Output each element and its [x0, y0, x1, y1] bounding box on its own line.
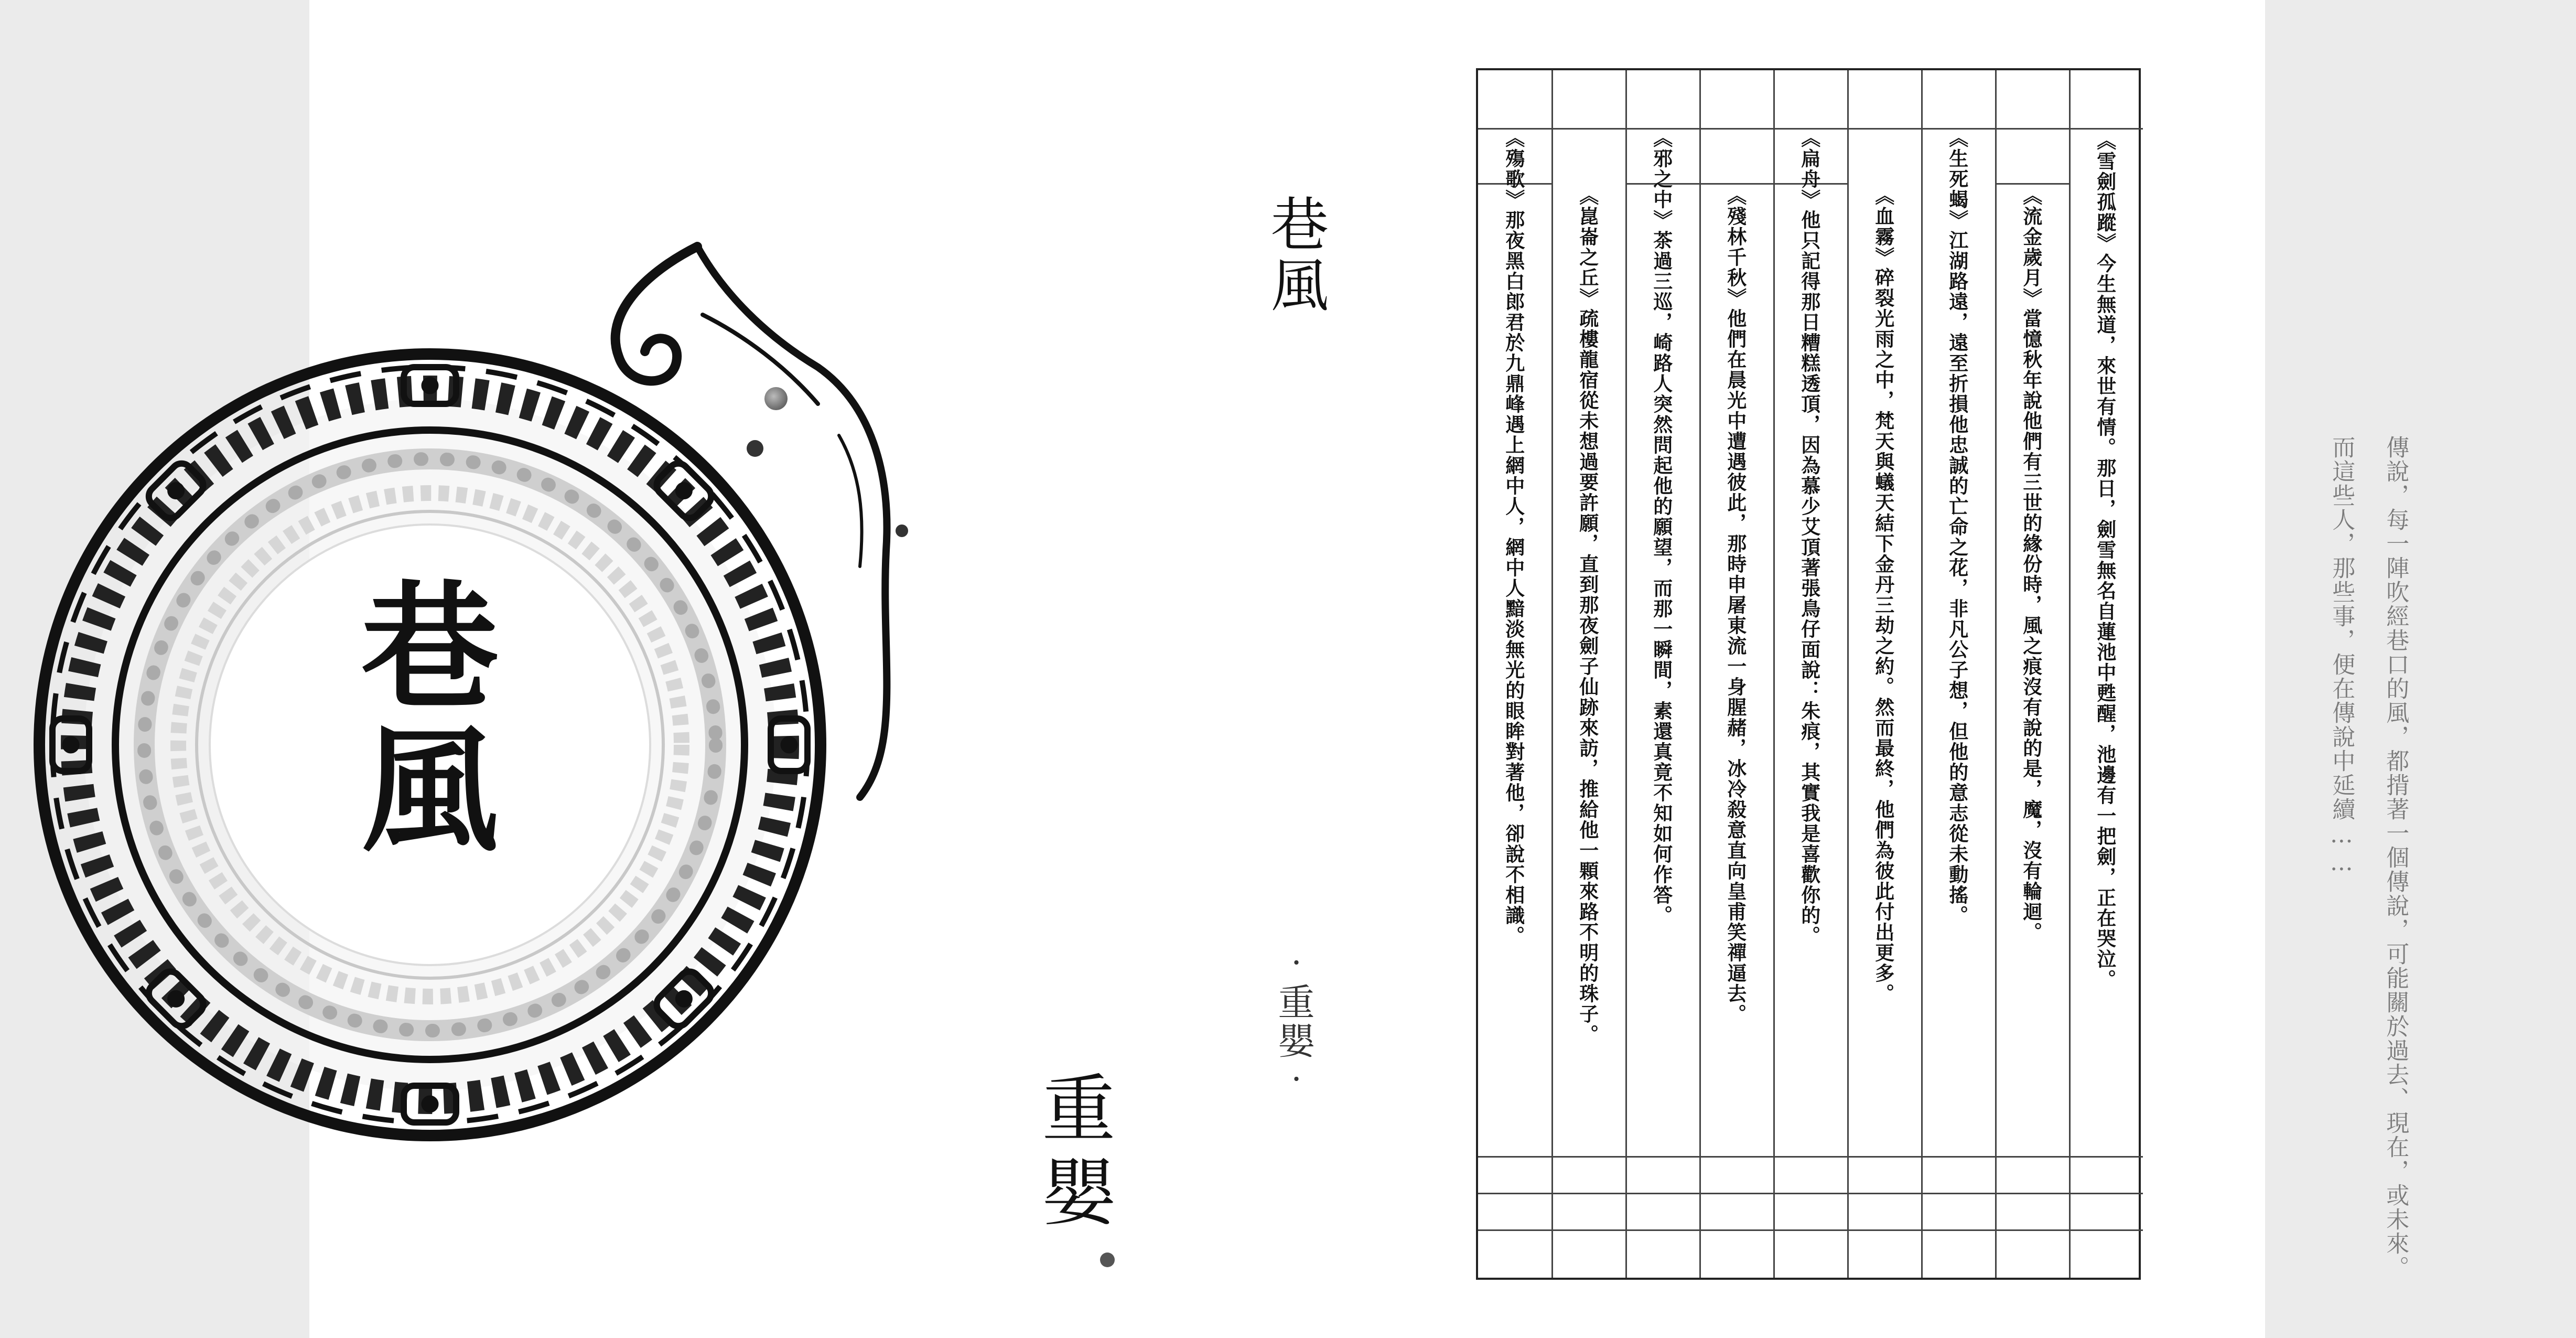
story-entry — [1651, 128, 1672, 926]
intro-text: 傳說，每一陣吹經巷口的風，都揹著一個傳說，可能關於過去、現在，或未來。 — [2382, 435, 2409, 1280]
row-line — [2069, 128, 2143, 130]
row-line — [1699, 1193, 1773, 1194]
row-line — [1773, 1156, 1847, 1158]
story-entry — [1724, 186, 1746, 1024]
row-line — [1773, 1193, 1847, 1194]
row-line — [1551, 1229, 1625, 1231]
story-summary: 當憶秋年說他們有三世的緣份時，風之痕沒有說的是，魔，沒有輪迴。 — [2019, 308, 2043, 943]
row-line — [1625, 1156, 1699, 1158]
row-line — [1847, 128, 1921, 130]
story-entry — [1946, 128, 1968, 926]
row-line — [1847, 1156, 1921, 1158]
row-line — [1995, 1156, 2069, 1158]
story-title: 《血霧》 — [1871, 186, 1895, 267]
row-line — [1995, 128, 2069, 130]
column-divider — [1847, 70, 1849, 1278]
story-title: 《扁舟》 — [1797, 128, 1821, 210]
column-divider — [1699, 70, 1701, 1278]
row-line — [1478, 1156, 1552, 1158]
row-line — [1995, 183, 2069, 185]
row-line — [1551, 128, 1625, 130]
column-divider — [1773, 70, 1775, 1278]
story-summary: 江湖路遠，遠至折損他忠誠的亡命之花，非凡公子想，但他的意志從未動搖。 — [1945, 230, 1969, 926]
story-entry — [1798, 128, 1820, 946]
story-summary: 疏樓龍宿從未想過要許願，直到那夜劍子仙跡來訪，推給他一顆來路不明的珠子。 — [1576, 308, 1599, 1045]
row-line — [2069, 1156, 2143, 1158]
row-line — [1847, 1229, 1921, 1231]
story-entry — [1503, 128, 1524, 946]
story-entry — [2094, 131, 2116, 990]
row-line — [1995, 1229, 2069, 1231]
story-summary: 茶過三巡，崎路人突然問起他的願望，而那一瞬間，素還真竟不知如何作答。 — [1650, 230, 1673, 926]
story-entry — [1577, 186, 1598, 1045]
story-summary: 他只記得那日糟糕透頂，因為慕少艾頂著張鳥仔面說：朱痕，其實我是喜歡你的。 — [1797, 210, 1821, 946]
row-line — [1699, 183, 1773, 185]
table-of-contents-grid — [1476, 68, 2141, 1280]
row-line — [1478, 1193, 1552, 1194]
story-summary: 他們在晨光中遭遇彼此，那時申屠東流一身腥赭，冰冷殺意直向皇甫笑禪逼去。 — [1723, 308, 1747, 1024]
story-summary: 那夜黑白郎君於九鼎峰遇上網中人，網中人黯淡無光的眼眸對著他，卻說不相識。 — [1502, 210, 1525, 946]
row-line — [1699, 1229, 1773, 1231]
story-title: 《崑崙之丘》 — [1576, 186, 1599, 308]
row-line — [2069, 1193, 2143, 1194]
story-title: 《流金歲月》 — [2019, 186, 2043, 308]
seal-title-char-1: 巷 — [362, 569, 498, 727]
row-line — [1478, 1229, 1552, 1231]
row-line — [1921, 1193, 1995, 1194]
story-title: 《邪之中》 — [1650, 128, 1673, 230]
row-line — [1847, 1193, 1921, 1194]
row-line — [2069, 1229, 2143, 1231]
row-line — [1699, 128, 1773, 130]
story-entry — [2020, 186, 2042, 943]
story-summary: 碎裂光雨之中，梵天與蟻天結下金丹三劫之約。然而最終，他們為彼此付出更多。 — [1871, 267, 1895, 1004]
row-line — [1699, 1156, 1773, 1158]
row-line — [1921, 1156, 1995, 1158]
story-title: 《殤歌》 — [1502, 128, 1525, 210]
page-title: 巷風 — [1262, 194, 1329, 316]
row-line — [1773, 1229, 1847, 1231]
seal-title-char-2: 風 — [362, 712, 498, 871]
row-line — [1625, 1193, 1699, 1194]
row-line — [1551, 1156, 1625, 1158]
story-summary: 今生無道，來世有情。那日，劍雪無名自蓮池中甦醒，池邊有一把劍，正在哭泣。 — [2093, 253, 2117, 990]
row-line — [1625, 1229, 1699, 1231]
author-large: 重嬰 — [1030, 1070, 1115, 1238]
story-title: 《雪劍孤蹤》 — [2093, 131, 2117, 253]
row-line — [1995, 1193, 2069, 1194]
story-title: 《生死蝎》 — [1945, 128, 1969, 230]
seal-title — [294, 569, 566, 871]
column-divider — [1921, 70, 1923, 1278]
column-divider — [2069, 70, 2071, 1278]
column-divider — [1551, 70, 1553, 1278]
row-line — [1921, 1229, 1995, 1231]
story-entry — [1872, 186, 1894, 1004]
author-small: ‧重嬰‧ — [1272, 944, 1315, 1099]
intro-continuation: 而這些人，那些事，便在傳說中延續…… — [2328, 435, 2355, 877]
row-line — [1551, 1193, 1625, 1194]
column-divider — [1995, 70, 1997, 1278]
column-divider — [1625, 70, 1627, 1278]
story-title: 《殘林千秋》 — [1723, 186, 1747, 308]
